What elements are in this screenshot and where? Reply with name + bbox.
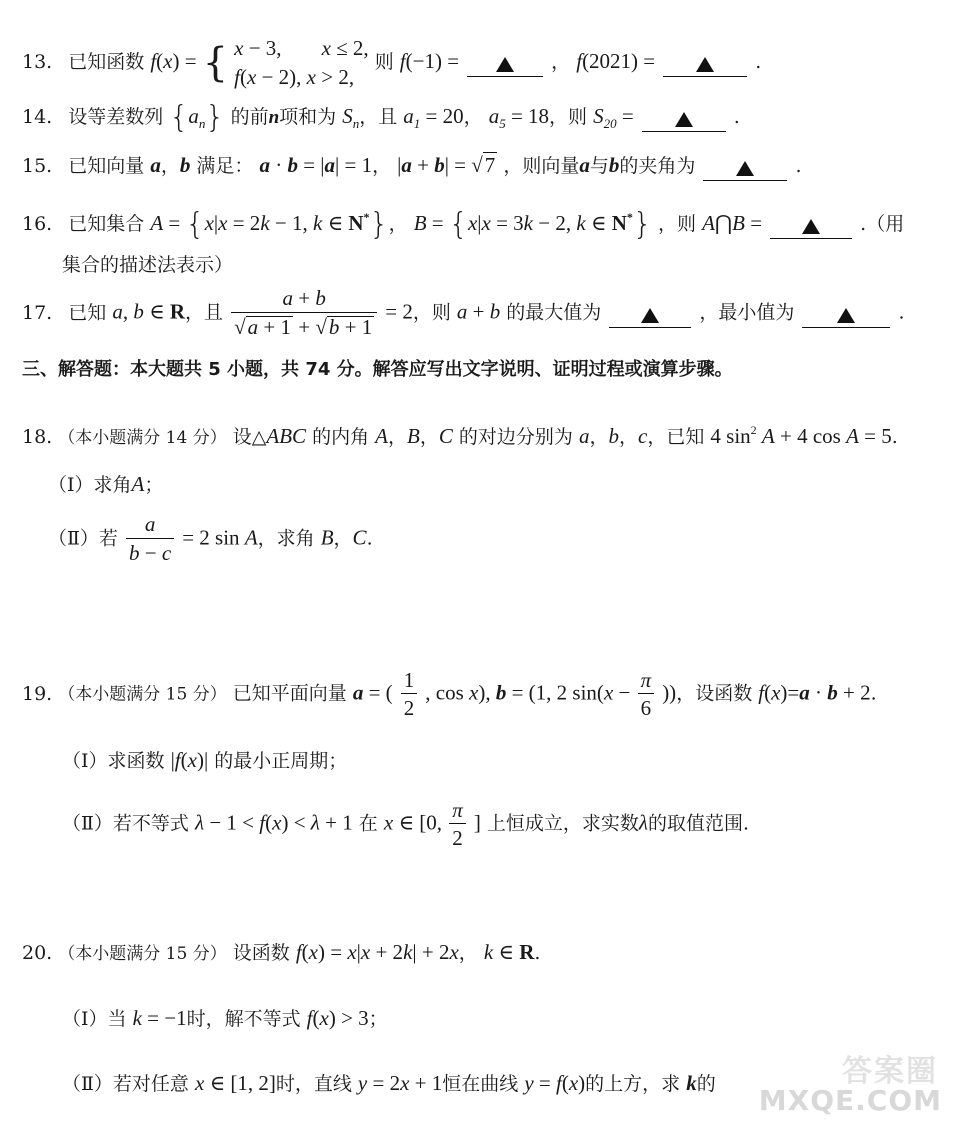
question-19-part-1: （Ⅰ）求函数 |f(x)| 的最小正周期；	[62, 748, 348, 772]
question-text: 已知函数	[68, 51, 145, 73]
part-label: （Ⅱ）	[48, 527, 99, 550]
part-label: （Ⅱ）	[62, 1073, 113, 1095]
black-triangle-icon	[496, 57, 514, 72]
score-note: （本小题满分 15 分）	[58, 684, 227, 705]
answer-blank	[467, 54, 543, 77]
score-note: （本小题满分 15 分）	[58, 944, 227, 964]
question-number: 20.	[22, 942, 53, 964]
black-triangle-icon	[641, 308, 659, 323]
question-19: 19. （本小题满分 15 分） 已知平面向量 a = ( $\frac{1}{2}$ , cos x), b = (1, 2 sin(x − $\frac{\pi}{6}$ ))，设函数 f(x)=a · b + 2.	[22, 668, 877, 720]
question-20-part-1: （Ⅰ）当 k = −1时，解不等式 f(x) > 3；	[62, 1006, 388, 1030]
watermark-text: 答案圈	[842, 1054, 938, 1089]
answer-blank	[609, 305, 691, 328]
part-label: （Ⅰ）	[48, 474, 94, 496]
fraction: $\frac{\pi}{2}$	[449, 798, 466, 851]
section-heading: 三、解答题：本大题共 5 小题，共 74 分。解答应写出文字说明、证明过程或演算步骤。	[22, 359, 733, 380]
question-number: 15.	[22, 155, 53, 177]
question-20-part-2: （Ⅱ）若对任意 x ∈ [1, 2]时，直线 y = 2x + 1恒在曲线 y = f(x)的上方，求 k的	[62, 1071, 716, 1095]
answer-blank	[663, 54, 747, 77]
answer-blank	[642, 109, 726, 132]
part-label: （Ⅱ）	[62, 812, 113, 835]
black-triangle-icon	[675, 112, 693, 127]
question-16: 16. 已知集合 A = {x|x = 2k − 1, k ∈ N*}， B = {x|x = 3k − 2, k ∈ N*} ，则 A⋂B = .（用	[22, 207, 905, 242]
watermark-logo	[758, 1046, 944, 1117]
black-triangle-icon	[802, 219, 820, 234]
answer-blank	[703, 158, 787, 181]
question-18: 18. （本小题满分 14 分） 设△ABC 的内角 A，B，C 的对边分别为 a，b，c，已知 4 $\sin^2 A + 4$ cos A = 5.	[22, 423, 898, 448]
fraction: $\frac{a + b}{√a + 1 + √b + 1}$	[231, 286, 377, 341]
piecewise-cases: x − 3, x ≤ 2, f(x − 2), x > 2,	[234, 36, 369, 89]
question-16-continuation: 集合的描述法表示）	[62, 254, 234, 276]
question-20: 20. （本小题满分 15 分） 设函数 f(x) = x|x + 2k| + 2x， k ∈ R.	[22, 940, 541, 964]
fraction: $\frac{1}{2}$	[401, 668, 418, 721]
question-number: 14.	[22, 106, 53, 128]
question-number: 18.	[22, 426, 53, 448]
fraction: $\frac{a}{b - c}$	[126, 512, 174, 567]
score-note: （本小题满分 14 分）	[58, 428, 227, 448]
answer-blank	[802, 305, 890, 328]
math-fx: f	[150, 49, 157, 73]
watermark-url: MXQE.COM	[758, 1084, 942, 1117]
question-number: 13.	[22, 51, 53, 73]
fraction: $\frac{\pi}{6}$	[638, 668, 655, 721]
piecewise-brace: {	[202, 40, 229, 86]
black-triangle-icon	[837, 308, 855, 323]
question-15: 15. 已知向量 a，b 满足： a · b = |a| = 1， |a + b| = √7 ，则向量a与b的夹角为 .	[22, 153, 962, 181]
question-text: 则	[374, 51, 394, 73]
question-number: 19.	[22, 682, 53, 705]
part-label: （Ⅰ）	[62, 1008, 108, 1030]
question-18-part-2: （Ⅱ）若 $\frac{a}{b - c}$ = 2 sin A，求角 B，C.	[48, 512, 373, 565]
question-14: 14. 设等差数列 $\{a_n\}$ 的前n项和为 $S_n$，且 $a_1 = 20$， $a_5 = 18$，则 $S_{20}$ = .	[22, 100, 740, 135]
part-label: （Ⅰ）	[62, 750, 108, 772]
question-number: 16.	[22, 213, 53, 235]
question-19-part-2: （Ⅱ）若不等式 λ − 1 < f(x) < λ + 1 在 x ∈ [0, $\frac{\pi}{2}$ ] 上恒成立，求实数λ的取值范围.	[62, 798, 750, 850]
black-triangle-icon	[736, 161, 754, 176]
answer-blank	[770, 216, 852, 239]
black-triangle-icon	[696, 57, 714, 72]
question-18-part-1: （Ⅰ）求角A；	[48, 472, 164, 496]
question-13: 13. 已知函数 f(x) = { x − 3, x ≤ 2, f(x − 2), x > 2, 则 f(−1) = ， f(2021) = .	[22, 34, 962, 94]
question-17: 17. 已知 a, b ∈ R，且 $\frac{a + b}{√a + 1 + √b + 1}$ = 2，则 a + b 的最大值为 ，最小值为 .	[22, 286, 905, 339]
question-number: 17.	[22, 301, 53, 324]
